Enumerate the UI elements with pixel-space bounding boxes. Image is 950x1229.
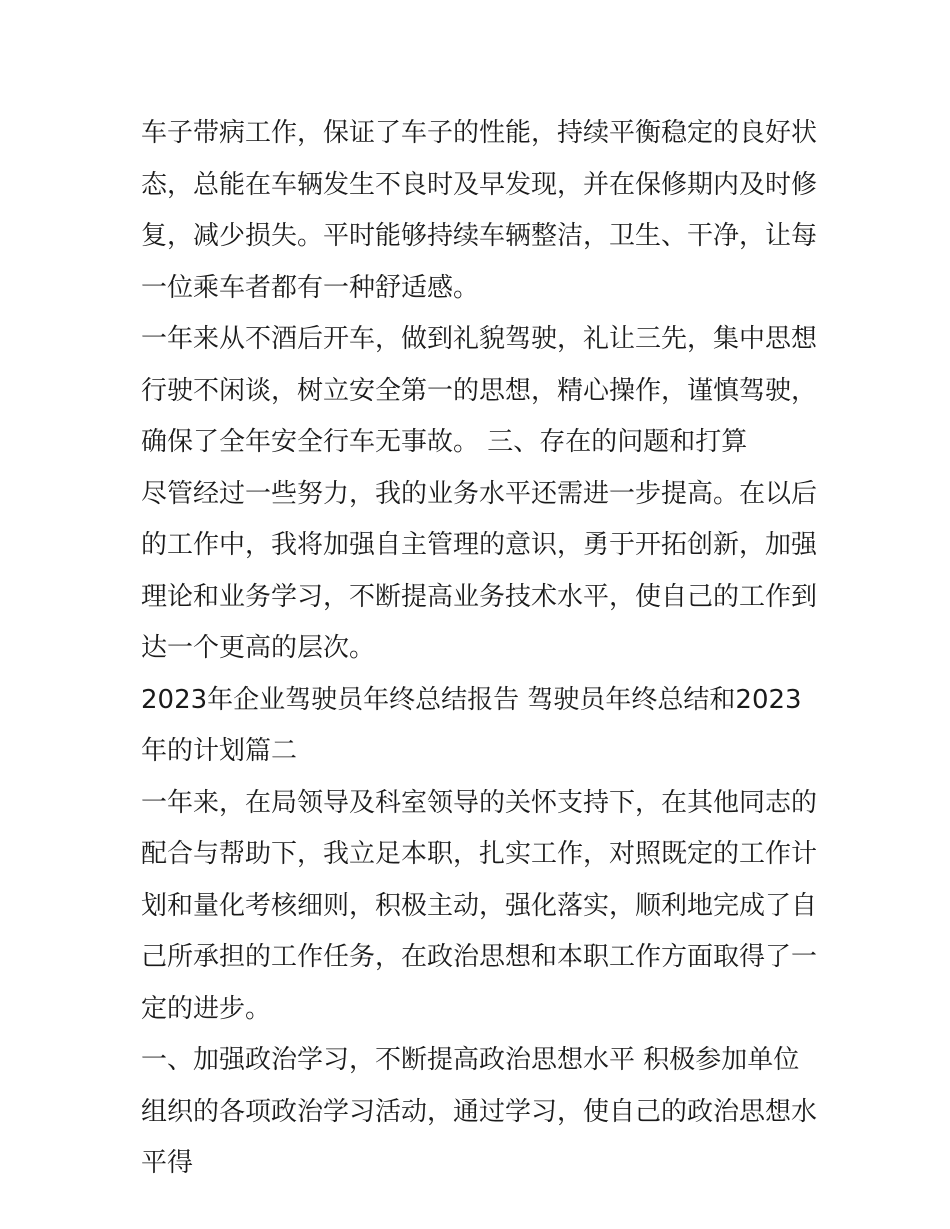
- document-body: [141, 108, 821, 1190]
- paragraph-political-study: 一、加强政治学习，不断提高政治思想水平 积极参加单位组织的各项政治学习活动，通过学习，使自己的政治思想水平得: [141, 1045, 818, 1178]
- paragraph-year-summary: 一年来，在局领导及科室领导的关怀支持下，在其他同志的配合与帮助下，我立足本职，扎实工作，对照既定的工作计划和量化考核细则，积极主动，强化落实，顺利地完成了自己所承担的工作任务，在政治思想和本职工作方面取得了一定的进步。: [141, 787, 818, 1024]
- paragraph-improvement-plan: 尽管经过一些努力，我的业务水平还需进一步提高。在以后的工作中，我将加强自主管理的意识，勇于开拓创新，加强理论和业务学习，不断提高业务技术水平，使自己的工作到达一个更高的层次。: [141, 478, 818, 663]
- section-title: 2023年企业驾驶员年终总结报告 驾驶员年终总结和2023年的计划篇二: [141, 684, 802, 766]
- paragraph-safe-driving: 一年来从不酒后开车，做到礼貌驾驶，礼让三先，集中思想行驶不闲谈，树立安全第一的思想，精心操作，谨慎驾驶，确保了全年安全行车无事故。 三、存在的问题和打算: [141, 324, 818, 457]
- paragraph-vehicle-maintenance: 车子带病工作，保证了车子的性能，持续平衡稳定的良好状态，总能在车辆发生不良时及早发现，并在保修期内及时修复，减少损失。平时能够持续车辆整洁，卫生、干净，让每一位乘车者都有一种舒适感。: [141, 118, 818, 303]
